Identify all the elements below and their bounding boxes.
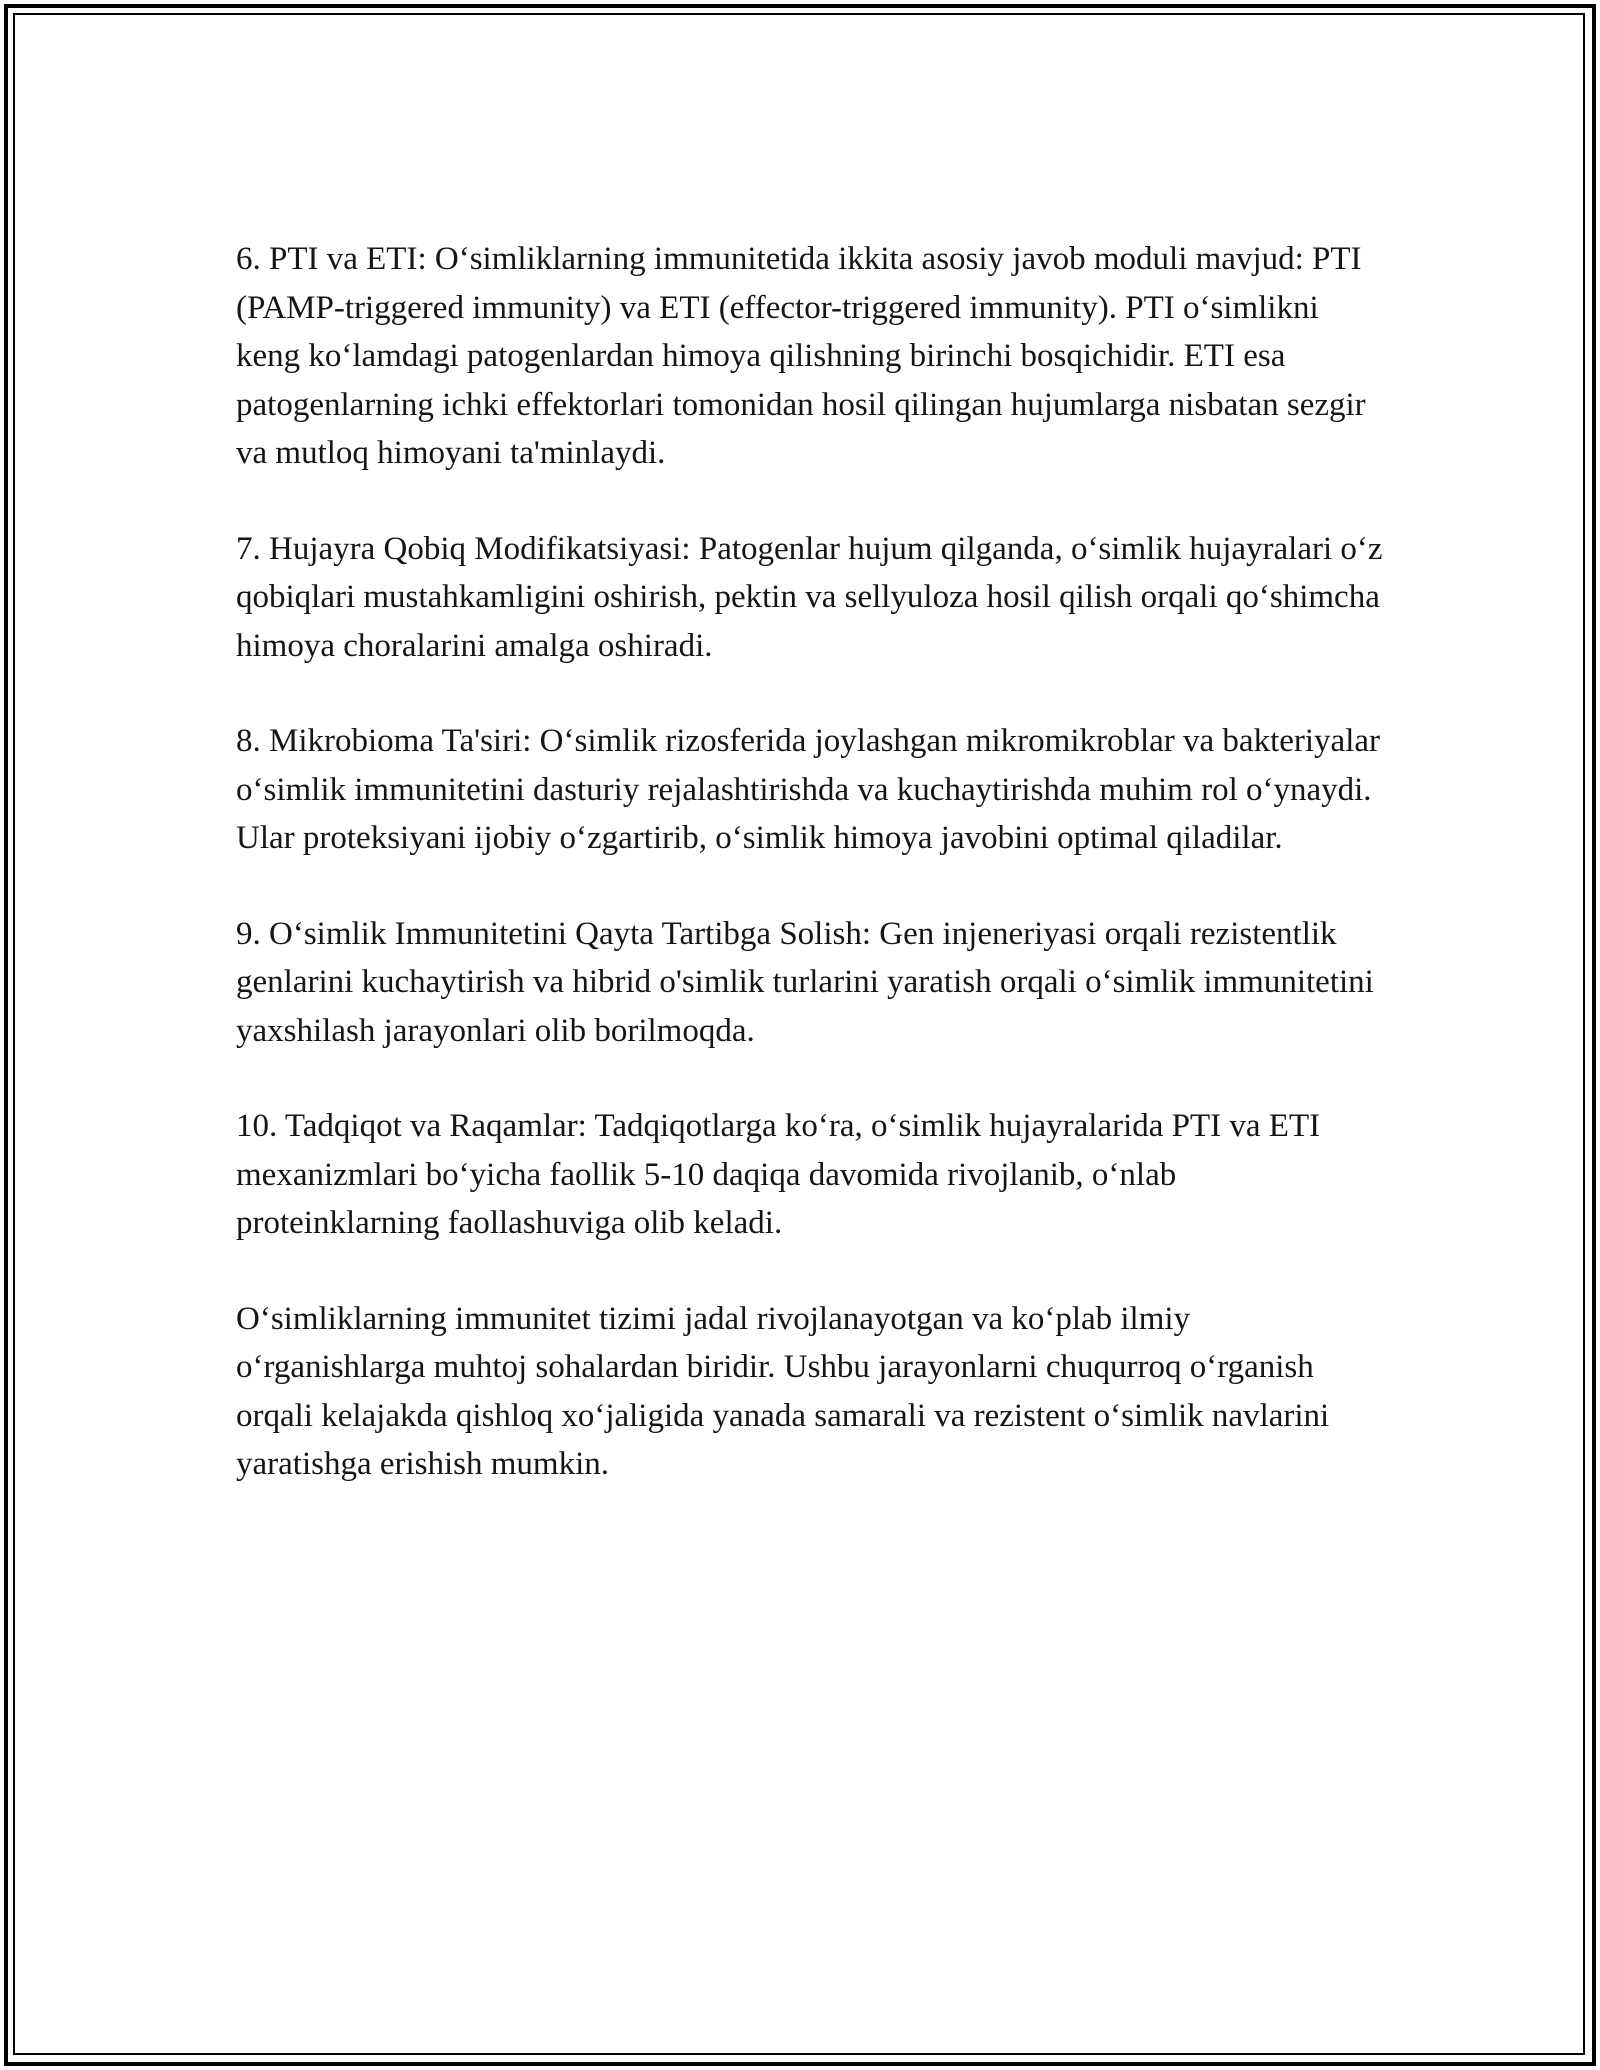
document-body — [236, 235, 1386, 1536]
paragraph-microbiome-effect: 8. Mikrobioma Ta'siri: O‘simlik rizosferida joylashgan mikromikroblar va bakteriyalar o‘simlik immunitetini dasturiy rejalashtirishda va kuchaytirishda muhim rol o‘ynaydi. Ular proteksiyani ijobiy o‘zgartirib, o‘simlik himoya javobini optimal qiladilar. — [236, 723, 1380, 856]
paragraph-conclusion: O‘simliklarning immunitet tizimi jadal rivojlanayotgan va ko‘plab ilmiy o‘rganishlarga muhtoj sohalardan biridir. Ushbu jarayonlarni chuqurroq o‘rganish orqali kelajakda qishloq xo‘jaligida yanada samarali va rezistent o‘simlik navlarini yaratishga erishish mumkin. — [236, 1300, 1330, 1482]
paragraph-cell-wall-modification: 7. Hujayra Qobiq Modifikatsiyasi: Patogenlar hujum qilganda, o‘simlik hujayralari o‘z qobiqlari mustahkamligini oshirish, pektin va sellyuloza hosil qilish orqali qo‘shimcha himoya choralarini amalga oshiradi. — [236, 530, 1383, 664]
paragraph-pti-eti: 6. PTI va ETI: O‘simliklarning immunitetida ikkita asosiy javob moduli mavjud: PTI (PAMP-triggered immunity) va ETI (effector-triggered immunity). PTI o‘simlikni keng ko‘lamdagi patogenlardan himoya qilishning birinchi bosqichidir. ETI esa patogenlarning ichki effektorlari tomonidan hosil qilingan hujumlarga nisbatan sezgir va mutloq himoyani ta'minlaydi. — [236, 241, 1366, 471]
paragraph-immunity-reprogramming: 9. O‘simlik Immunitetini Qayta Tartibga Solish: Gen injeneriyasi orqali rezistentlik genlarini kuchaytirish va hibrid o'simlik turlarini yaratish orqali o‘simlik immunitetini yaxshilash jarayonlari olib borilmoqda. — [236, 915, 1374, 1049]
paragraph-research-figures: 10. Tadqiqot va Raqamlar: Tadqiqotlarga ko‘ra, o‘simlik hujayralarida PTI va ETI mexanizmlari bo‘yicha faollik 5-10 daqiqa davomida rivojlanib, o‘nlab proteinklarning faollashuviga olib keladi. — [236, 1108, 1321, 1241]
